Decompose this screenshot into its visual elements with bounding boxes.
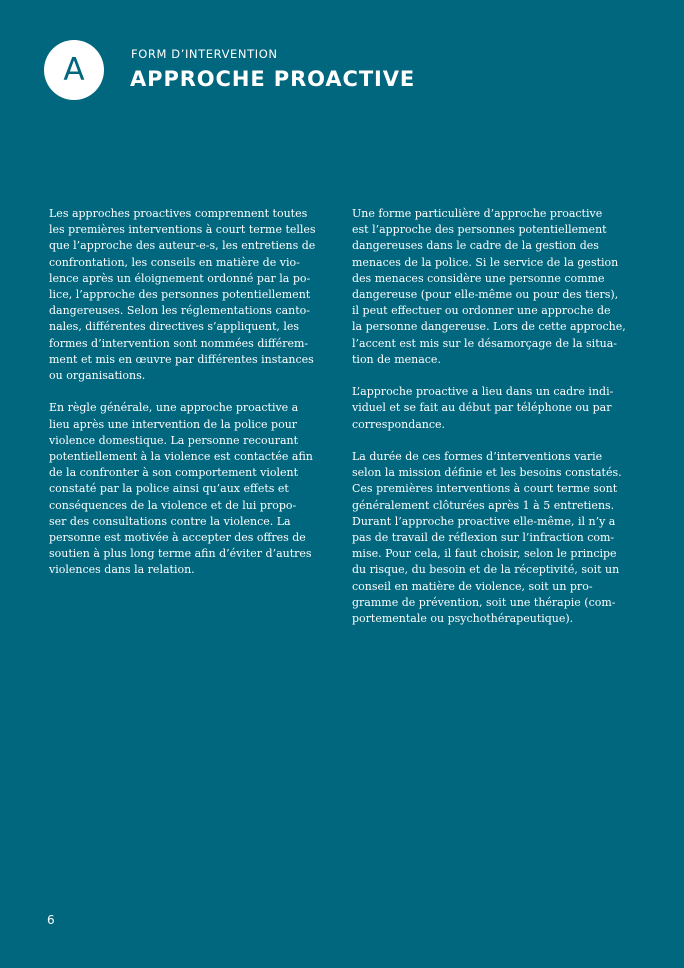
text-line: L’approche proactive a lieu dans un cadre indi-	[352, 385, 614, 399]
text-line: tion de menace.	[352, 352, 441, 366]
right-column	[352, 206, 642, 643]
text-line: portementale ou psychothérapeutique).	[352, 612, 574, 626]
text-line: nales, différentes directives s’appliquent, les	[49, 320, 300, 334]
text-line: Les approches proactives comprennent toutes	[49, 207, 308, 220]
page-number: 6	[47, 913, 55, 927]
text-line: conseil en matière de violence, soit un pro-	[352, 579, 593, 593]
text-line: La durée de ces formes d’interventions varie	[352, 450, 603, 464]
paragraph	[352, 384, 642, 433]
text-line: lieu après une intervention de la police pour	[49, 417, 298, 431]
text-line: gramme de prévention, soit une thérapie (com-	[352, 595, 616, 609]
paragraph	[352, 206, 642, 368]
text-line: violence domestique. La personne recourant	[49, 433, 299, 447]
text-line: soutien à plus long terme afin d’éviter d’autres	[49, 547, 312, 561]
text-line: Durant l’approche proactive elle-même, il n’y a	[352, 514, 616, 528]
text-line: potentiellement à la violence est contactée afin	[49, 450, 313, 464]
text-line: selon la mission définie et les besoins constatés.	[352, 466, 622, 480]
page-title: APPROCHE PROACTIVE	[130, 67, 416, 91]
text-line: Une forme particulière d’approche proactive	[352, 207, 603, 220]
paragraph	[49, 400, 339, 578]
paragraph	[352, 449, 642, 627]
text-line: que l’approche des auteur-e-s, les entretiens de	[49, 239, 316, 253]
text-line: conséquences de la violence et de lui propo-	[49, 498, 297, 512]
section-letter-badge: A	[44, 40, 104, 100]
text-line: ment et mis en œuvre par différentes instances	[49, 352, 314, 366]
text-line: dangereuse (pour elle-même ou pour des tiers),	[352, 288, 619, 302]
text-line: lence après un éloignement ordonné par la po-	[49, 271, 311, 285]
text-line: ou organisations.	[49, 369, 146, 383]
text-line: ser des consultations contre la violence. La	[49, 514, 291, 528]
text-line: les premières interventions à court terme telles	[49, 223, 316, 237]
text-line: violences dans la relation.	[49, 563, 195, 577]
text-line: généralement clôturées après 1 à 5 entretiens.	[352, 498, 615, 512]
text-line: pas de travail de réflexion sur l’infraction com-	[352, 531, 615, 545]
text-line: viduel et se fait au début par téléphone ou par	[352, 401, 612, 415]
left-column	[49, 206, 339, 595]
text-line: du risque, du besoin et de la réceptivité, soit un	[352, 563, 620, 577]
text-line: il peut effectuer ou ordonner une approche de	[352, 304, 611, 318]
text-line: confrontation, les conseils en matière de vio-	[49, 255, 300, 269]
text-line: constaté par la police ainsi qu’aux effets et	[49, 482, 289, 496]
text-line: l’accent est mis sur le désamorçage de la situa-	[352, 336, 617, 350]
paragraph	[49, 206, 339, 384]
text-line: En règle générale, une approche proactive a	[49, 401, 299, 415]
text-line: est l’approche des personnes potentiellement	[352, 223, 607, 237]
text-line: correspondance.	[352, 417, 446, 431]
text-line: mise. Pour cela, il faut choisir, selon le principe	[352, 547, 617, 561]
text-line: formes d’intervention sont nommées différem-	[49, 336, 309, 350]
text-line: lice, l’approche des personnes potentiellement	[49, 288, 311, 302]
text-line: de la confronter à son comportement violent	[49, 466, 299, 480]
section-kicker: FORM D’INTERVENTION	[131, 47, 278, 61]
text-line: dangereuses dans le cadre de la gestion des	[352, 239, 599, 253]
text-line: Ces premières interventions à court terme sont	[352, 482, 618, 496]
text-line: menaces de la police. Si le service de la gestion	[352, 255, 619, 269]
text-line: personne est motivée à accepter des offres de	[49, 531, 306, 545]
text-line: des menaces considère une personne comme	[352, 271, 605, 285]
text-line: dangereuses. Selon les réglementations canto-	[49, 304, 311, 318]
text-line: la personne dangereuse. Lors de cette approche,	[352, 320, 626, 334]
